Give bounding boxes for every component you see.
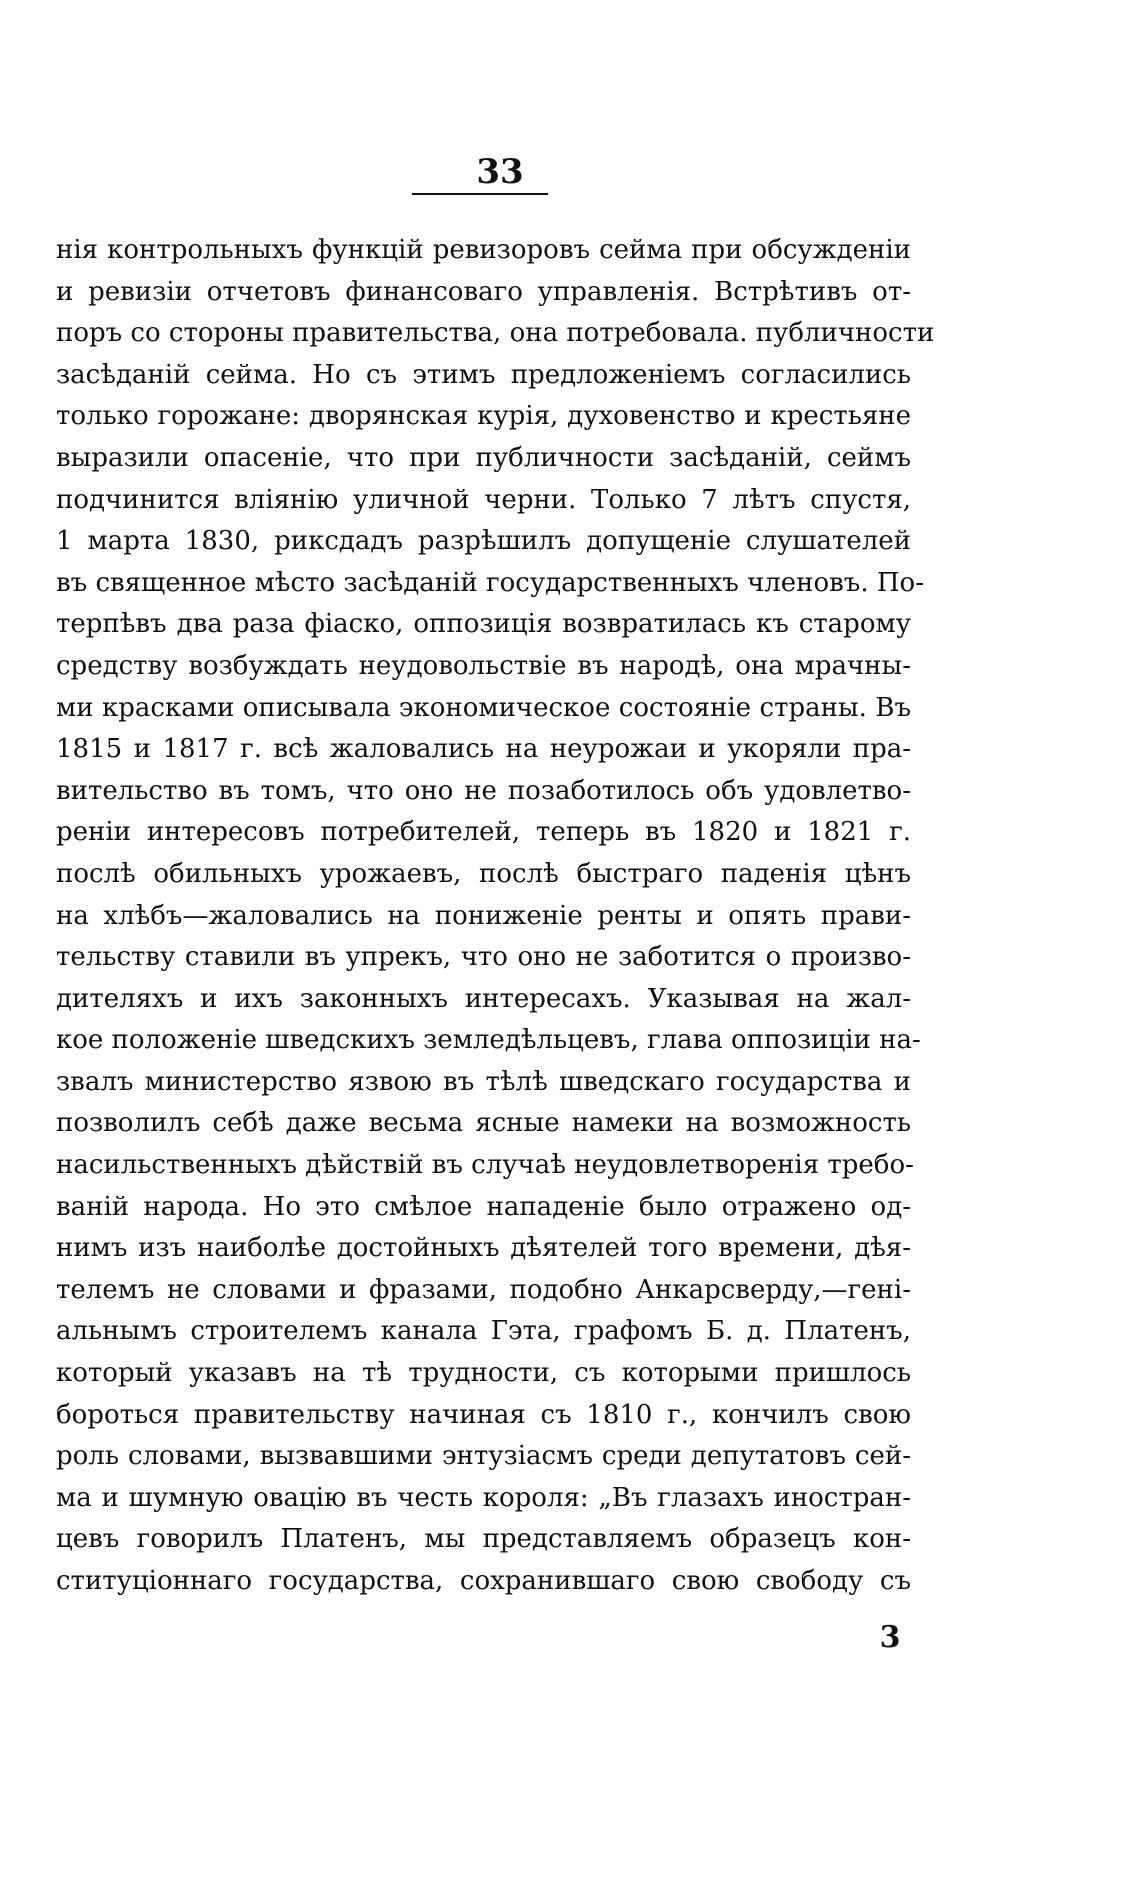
body-text [56,230,935,1603]
text-line: подчинится вліянію уличной черни. Только 7 лѣтъ спустя, [56,484,911,515]
text-line: и ревизіи отчетовъ финансоваго управленія. Встрѣтивъ от- [56,276,911,307]
text-line: 1815 и 1817 г. всѣ жаловались на неурожаи и укоряли пра- [56,734,911,765]
signature-mark: 3 [879,1620,901,1655]
text-line: засѣданій сейма. Но съ этимъ предложеніемъ согласились [56,359,911,390]
text-line: ваній народа. Но это смѣлое нападеніе было отражено од- [56,1191,911,1222]
text-line: насильственныхъ дѣйствій въ случаѣ неудовлетворенія требо- [56,1150,914,1181]
text-line: альнымъ строителемъ канала Гэта, графомъ Б. д. Платенъ, [56,1316,911,1347]
text-line: ституціоннаго государства, сохранившаго свою свободу съ [56,1566,911,1596]
text-line: на хлѣбъ—жаловались на пониженіе ренты и опять прави- [56,900,911,931]
text-line: дителяхъ и ихъ законныхъ интересахъ. Указывая на жал- [56,983,911,1014]
text-line: звалъ министерство язвою въ тѣлѣ шведскаго государства и [56,1066,911,1097]
page-number: 33 [476,152,524,192]
text-line: кое положеніе шведскихъ земледѣльцевъ, глава оппозиціи на- [56,1025,921,1056]
text-line: ми красками описывала экономическое состояніе страны. Въ [56,692,911,723]
text-line: цевъ говорилъ Платенъ, мы представляемъ образецъ кон- [56,1524,911,1555]
text-line: роль словами, вызвавшими энтузіасмъ среди депутатовъ сей- [56,1441,911,1472]
text-line: терпѣвъ два раза фіаско, оппозиція возвратилась къ старому [56,609,911,640]
text-line: ма и шумную овацію въ честь короля: „Въ глазахъ иностран- [56,1482,911,1513]
text-line: тельству ставили въ упрекъ, что оно не заботится о произво- [56,942,911,973]
text-line: поръ со стороны правительства, она потребовала. публичности [56,318,935,349]
header-rule [412,193,548,195]
text-line: средству возбуждать неудовольствіе въ народѣ, она мрачны- [56,650,911,681]
text-line: нимъ изъ наиболѣе достойныхъ дѣятелей того времени, дѣя- [56,1233,911,1264]
text-line: нія контрольныхъ функцій ревизоровъ сейма при обсужденіи [56,235,911,265]
text-line: позволилъ себѣ даже весьма ясные намеки на возможность [56,1108,911,1139]
text-line: выразили опасеніе, что при публичности засѣданій, сеймъ [56,442,911,473]
text-line: бороться правительству начиная съ 1810 г., кончилъ свою [56,1399,911,1430]
text-line: реніи интересовъ потребителей, теперь въ 1820 и 1821 г. [56,817,911,848]
text-line: который указавъ на тѣ трудности, съ которыми пришлось [56,1358,911,1389]
text-line: вительство въ томъ, что оно не позаботилось объ удовлетво- [56,775,911,806]
text-line: телемъ не словами и фразами, подобно Анкарсверду,—гені- [56,1274,911,1305]
text-line: послѣ обильныхъ урожаевъ, послѣ быстраго паденія цѣнъ [56,858,911,889]
text-line: только горожане: дворянская курія, духовенство и крестьяне [56,401,911,432]
text-line: въ священное мѣсто засѣданій государственныхъ членовъ. По- [56,567,924,598]
text-line: 1 марта 1830, риксдадъ разрѣшилъ допущеніе слушателей [56,526,911,557]
